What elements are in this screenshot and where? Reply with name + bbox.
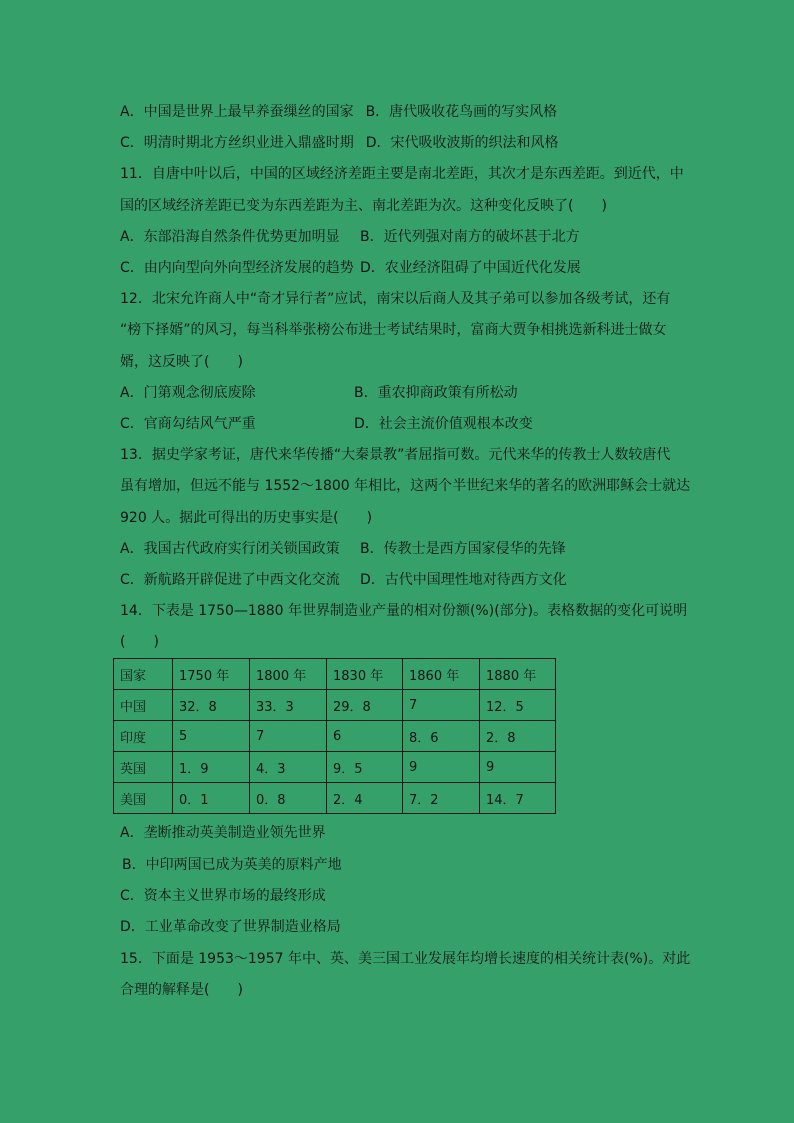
- q11-option-row-1: [120, 227, 580, 247]
- q12-stem-line-1: 12．北宋允许商人中“奇才异行者”应试，南宋以后商人及其子弟可以参加各级考试，还有: [120, 291, 671, 307]
- table-cell: 2．8: [480, 721, 556, 752]
- q11-option-d: D．农业经济阻碍了中国近代化发展: [360, 260, 581, 276]
- q11-option-row-2: [120, 258, 581, 278]
- q10-option-d: D．宋代吸收波斯的织法和风格: [365, 135, 559, 151]
- table-cell: 美国: [114, 783, 173, 814]
- q10-option-b: B．唐代吸收花鸟画的写实风格: [365, 104, 558, 120]
- table-cell: 8．6: [403, 721, 480, 752]
- table-cell: 6: [327, 721, 403, 752]
- q14-stem-line-1: 14．下表是 1750—1880 年世界制造业产量的相对份额(%)(部分)。表格数据的变化可说明: [120, 603, 688, 619]
- table-cell: 4．3: [250, 752, 327, 783]
- table-cell: 英国: [114, 752, 173, 783]
- q15-stem-line-2: 合理的解释是( ): [120, 982, 243, 998]
- q11-stem-line-1: 11．自唐中叶以后，中国的区域经济差距主要是南北差距，其次才是东西差距。到近代，中: [120, 166, 684, 182]
- q12-option-d: D．社会主流价值观根本改变: [354, 416, 533, 432]
- q11-stem-line-2: 国的区域经济差距已变为东西差距为主、南北差距为次。这种变化反映了( ): [120, 198, 607, 214]
- q12-option-a: A．门第观念彻底废除: [120, 385, 256, 401]
- table-cell: 9: [480, 752, 556, 783]
- q12-stem-line-3: 婿，这反映了( ): [120, 354, 243, 370]
- table-cell: 14．7: [480, 783, 556, 814]
- q10-option-c: C．明清时期北方丝织业进入鼎盛时期: [120, 135, 354, 151]
- table-row: [114, 721, 556, 752]
- table-cell: 1．9: [173, 752, 250, 783]
- manufacturing-share-table: [113, 658, 556, 814]
- table-row: [114, 783, 556, 814]
- q12-option-row-1: [120, 383, 518, 403]
- q13-stem-line-2: 虽有增加，但远不能与 1552～1800 年相比，这两个半世纪来华的著名的欧洲耶稣会士就达: [120, 478, 691, 494]
- q12-option-c: C．官商勾结风气严重: [120, 416, 256, 432]
- q13-option-c: C．新航路开辟促进了中西文化交流: [120, 572, 340, 588]
- q13-option-row-1: [120, 539, 566, 559]
- table-cell: 12．5: [480, 690, 556, 721]
- table-cell: 5: [173, 721, 250, 752]
- q13-option-row-2: [120, 570, 567, 590]
- q14-option-c: C．资本主义世界市场的最终形成: [120, 888, 326, 904]
- table-cell: 9．5: [327, 752, 403, 783]
- q10-option-a: A．中国是世界上最早养蚕缫丝的国家: [120, 104, 354, 120]
- table-cell: 32．8: [173, 690, 250, 721]
- table-cell: 2．4: [327, 783, 403, 814]
- q13-stem-line-1: 13．据史学家考证，唐代来华传播“大秦景教”者屈指可数。元代来华的传教士人数较唐代: [120, 447, 671, 463]
- table-cell: 中国: [114, 690, 173, 721]
- q11-option-a: A．东部沿海自然条件优势更加明显: [120, 229, 340, 245]
- table-cell: 7．2: [403, 783, 480, 814]
- q12-option-row-2: [120, 414, 533, 434]
- q14-option-b: B．中印两国已成为英美的原料产地: [122, 857, 342, 873]
- table-header-cell: 1750 年: [173, 659, 250, 690]
- q12-stem-line-2: “榜下择婿”的风习，每当科举张榜公布进士考试结果时，富商大贾争相挑选新科进士做女: [120, 322, 667, 338]
- q13-stem-line-3: 920 人。据此可得出的历史事实是( ): [120, 510, 373, 526]
- table-cell: 7: [403, 690, 480, 721]
- q14-option-a: A．垄断推动英美制造业领先世界: [120, 825, 326, 841]
- table-row: [114, 752, 556, 783]
- table-cell: 印度: [114, 721, 173, 752]
- table-cell: 9: [403, 752, 480, 783]
- table-header-cell: 1800 年: [250, 659, 327, 690]
- table-header-cell: 1830 年: [327, 659, 403, 690]
- q10-option-row-1: [120, 102, 557, 122]
- table-row: [114, 690, 556, 721]
- q14-option-d: D．工业革命改变了世界制造业格局: [120, 919, 341, 935]
- q10-option-row-2: [120, 133, 559, 153]
- q15-stem-line-1: 15．下面是 1953～1957 年中、英、美三国工业发展年均增长速度的相关统计表(%)。对此: [120, 951, 691, 967]
- q13-option-d: D．古代中国理性地对待西方文化: [360, 572, 567, 588]
- table-header-row: [114, 659, 556, 690]
- q14-stem-line-2: ( ): [120, 634, 159, 650]
- q11-option-b: B．近代列强对南方的破坏甚于北方: [360, 229, 580, 245]
- table-cell: 7: [250, 721, 327, 752]
- table-header-cell: 1860 年: [403, 659, 480, 690]
- table-cell: 0．1: [173, 783, 250, 814]
- table-cell: 33．3: [250, 690, 327, 721]
- q12-option-b: B．重农抑商政策有所松动: [354, 385, 518, 401]
- q13-option-b: B．传教士是西方国家侵华的先锋: [360, 541, 566, 557]
- q11-option-c: C．由内向型向外向型经济发展的趋势: [120, 260, 354, 276]
- table-cell: 29．8: [327, 690, 403, 721]
- table-cell: 0．8: [250, 783, 327, 814]
- q13-option-a: A．我国古代政府实行闭关锁国政策: [120, 541, 340, 557]
- table-header-cell: 1880 年: [480, 659, 556, 690]
- table-header-cell: 国家: [114, 659, 173, 690]
